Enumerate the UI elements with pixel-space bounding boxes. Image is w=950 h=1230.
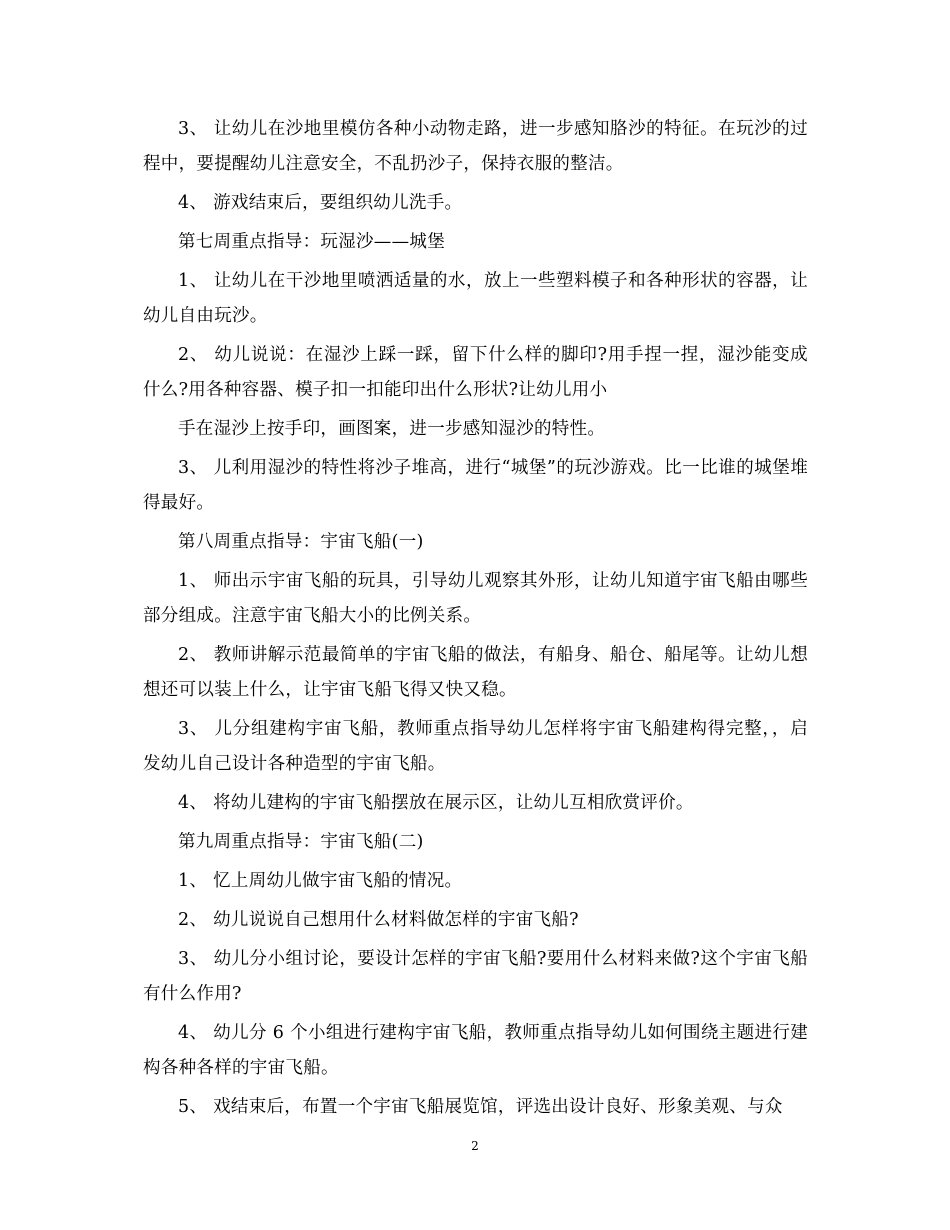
paragraph: 5、 戏结束后，布置一个宇宙飞船展览馆，评选出设计良好、形象美观、与众 (178, 1097, 783, 1117)
paragraph: 1、 忆上周幼儿做宇宙飞船的情况。 (178, 871, 463, 891)
paragraph: 4、 幼儿分 6 个小组进行建构宇宙飞船，教师重点指导幼儿如何围绕主题进行建构各种各样的宇宙飞船。 (143, 1023, 808, 1078)
section-heading: 第九周重点指导：宇宙飞船(二) (178, 832, 424, 852)
paragraph: 2、 幼儿说说：在湿沙上踩一踩，留下什么样的脚印?用手捏一捏，湿沙能变成什么?用各种容器、模子扣一扣能印出什么形状?让幼儿用小 (143, 345, 808, 400)
paragraph: 3、 儿分组建构宇宙飞船，教师重点指导幼儿怎样将宇宙飞船建构得完整，，启发幼儿自己设计各种造型的宇宙飞船。 (143, 719, 808, 774)
body-text (143, 112, 808, 1129)
paragraph: 1、 让幼儿在干沙地里喷洒适量的水，放上一些塑料模子和各种形状的容器，让幼儿自由玩沙。 (143, 271, 808, 326)
paragraph: 3、 幼儿分小组讨论，要设计怎样的宇宙飞船?要用什么材料来做?这个宇宙飞船有什么作用? (143, 949, 808, 1004)
paragraph: 3、 让幼儿在沙地里模仿各种小动物走路，进一步感知胳沙的特征。在玩沙的过程中，要提醒幼儿注意安全，不乱扔沙子，保持衣服的整洁。 (143, 119, 808, 174)
paragraph: 1、 师出示宇宙飞船的玩具，引导幼儿观察其外形，让幼儿知道宇宙飞船由哪些部分组成。注意宇宙飞船大小的比例关系。 (143, 571, 808, 626)
paragraph: 3、 儿利用湿沙的特性将沙子堆高，进行“城堡”的玩沙游戏。比一比谁的城堡堆得最好。 (143, 458, 808, 513)
page-number: 2 (471, 1139, 479, 1153)
paragraph: 手在湿沙上按手印，画图案，进一步感知湿沙的特性。 (178, 419, 606, 439)
paragraph: 2、 幼儿说说自己想用什么材料做怎样的宇宙飞船? (178, 910, 579, 930)
paragraph: 4、 将幼儿建构的宇宙飞船摆放在展示区，让幼儿互相欣赏评价。 (178, 793, 694, 813)
paragraph: 2、 教师讲解示范最简单的宇宙飞船的做法，有船身、船仓、船尾等。让幼儿想想还可以装上什么，让宇宙飞船飞得又快又稳。 (143, 645, 808, 700)
section-heading: 第七周重点指导：玩湿沙——城堡 (178, 232, 445, 252)
paragraph: 4、 游戏结束后，要组织幼儿洗手。 (178, 193, 463, 213)
section-heading: 第八周重点指导：宇宙飞船(一) (178, 532, 424, 552)
